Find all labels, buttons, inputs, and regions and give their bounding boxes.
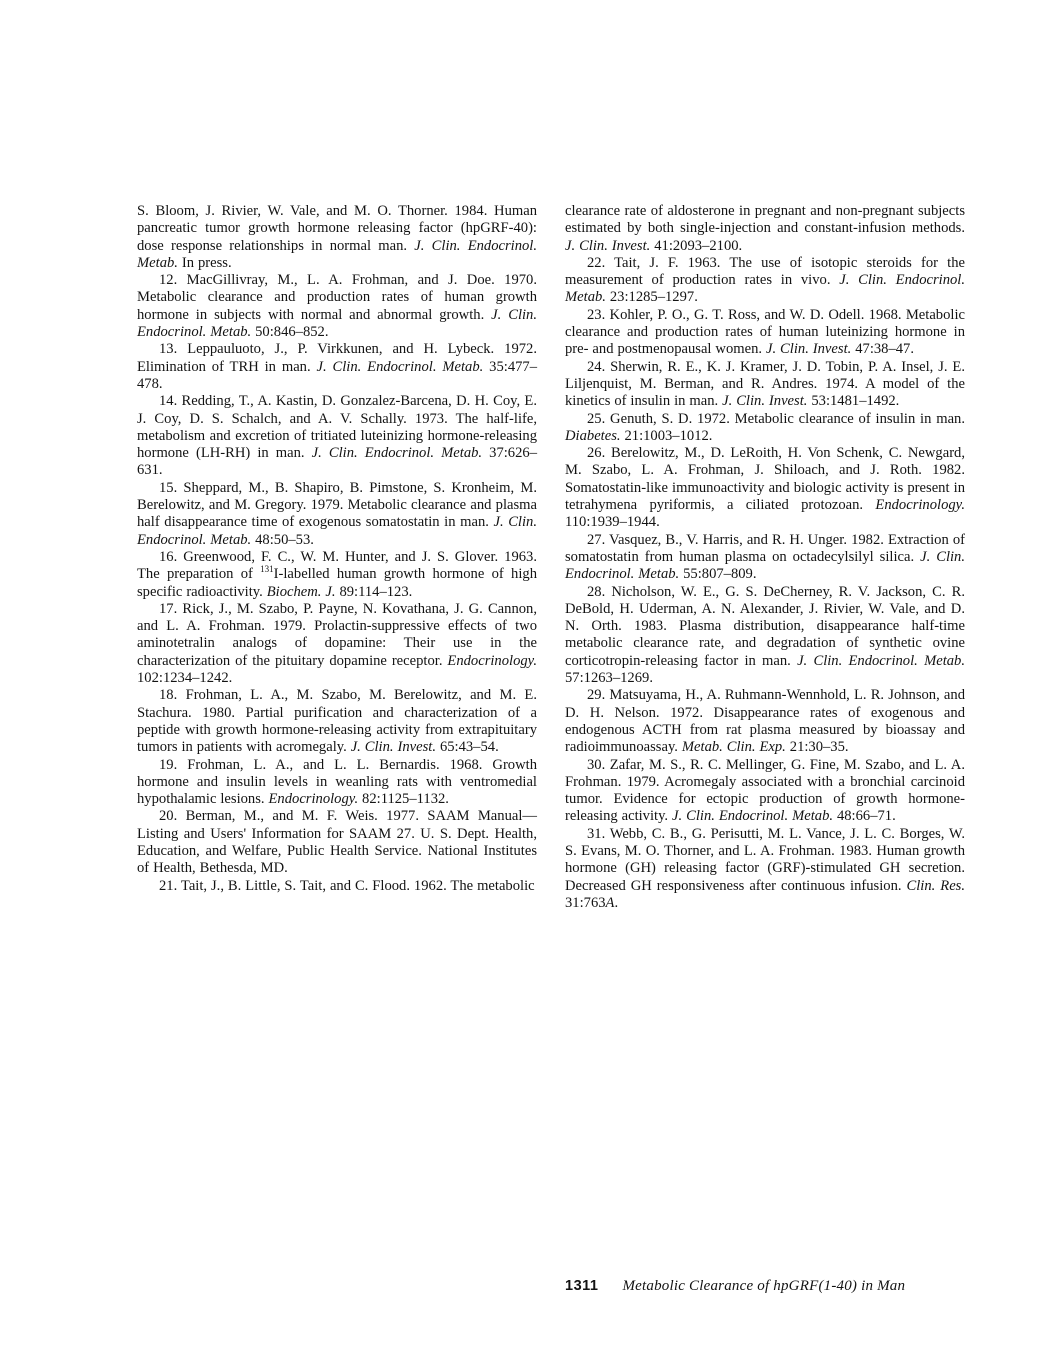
reference-text: 30. Zafar, M. S., R. C. Mellinger, G. Fine, M. Szabo, and L. A. Frohman. 1979. Acromegaly associated with a bronchial carcinoid tumor. Evidence for ectopic production of growth hormone-releasing activity. xyxy=(565,756,965,825)
reference-text: 29. Matsuyama, H., A. Ruhmann-Wennhold, L. R. Johnson, and D. H. Nelson. 1972. Disappearance rates of exogenous and endogenous ACTH from rat plasma measured by bioassay and radioimmunoassay. xyxy=(565,687,965,756)
reference-text: 21:30–35. xyxy=(785,739,849,756)
reference-text: 26. Berelowitz, M., D. LeRoith, H. Von Schenk, C. Newgard, M. Szabo, L. A. Frohman, J. Shiloach, and J. Roth. 1982. Somatostatin-like immunoactivity and biologic activity is present in tetrahymena pyriformis, a ciliated protozoan. xyxy=(565,445,965,514)
reference-paragraph xyxy=(137,878,537,895)
reference-text: 50:846–852. xyxy=(251,324,329,341)
reference-text: 14. Redding, T., A. Kastin, D. Gonzalez-Barcena, D. H. Coy, E. J. Coy, D. S. Schalch, and A. V. Schally. 1973. The half-life, metabolism and excretion of tritiated luteinizing hormone-releasing hormone (LH-RH) in man. xyxy=(137,393,537,462)
reference-text: 48:66–71. xyxy=(833,808,896,825)
reference-text: . xyxy=(614,894,619,911)
references-column-right xyxy=(565,203,965,912)
journal-title: Metab. Clin. Exp. xyxy=(681,739,786,756)
reference-text: 21:1003–1012. xyxy=(620,427,713,444)
reference-text: 19. Frohman, L. A., and L. L. Bernardis. 1968. Growth hormone and insulin levels in weanling rats with ventromedial hypothalamic lesions. xyxy=(137,756,537,808)
reference-text: 23. Kohler, P. O., G. T. Ross, and W. D. Odell. 1968. Metabolic clearance and production rates of human luteinizing hormone in pre- and postmenopausal women. xyxy=(565,306,965,358)
reference-text: 110:1939–1944. xyxy=(565,514,660,531)
journal-title: J. Clin. Endocrinol. Metab. xyxy=(672,808,834,825)
isotope-superscript: 131 xyxy=(260,564,274,575)
reference-text: 20. Berman, M., and M. F. Weis. 1977. SAAM Manual—Listing and Users' Information for SAAM 27. U. S. Dept. Health, Education, and Welfare, Public Health Service. National Institutes of Health, Bethesda, MD. xyxy=(137,808,537,877)
reference-text: 21. Tait, J., B. Little, S. Tait, and C. Flood. 1962. The metabolic xyxy=(159,877,535,894)
journal-title: Biochem. J. xyxy=(266,583,336,600)
reference-text: 48:50–53. xyxy=(251,531,314,548)
page-footer xyxy=(565,1278,905,1295)
reference-text: 12. MacGillivray, M., L. A. Frohman, and J. Doe. 1970. Metabolic clearance and production rates of human growth hormone in subjects with normal and abnormal growth. xyxy=(137,272,537,323)
references-column-left xyxy=(137,203,537,895)
reference-paragraph xyxy=(137,203,537,272)
reference-text: 65:43–54. xyxy=(436,739,499,756)
reference-text: 28. Nicholson, W. E., G. S. DeCherney, R. V. Jackson, C. R. DeBold, H. Uderman, A. N. Alexander, J. Rivier, W. Vale, and D. N. Orth. 1983. Plasma distribution, disappearance half-time metabolic clearance rate, and degradation of synthetic ovine corticotropin-releasing factor in man. xyxy=(565,583,965,669)
reference-paragraph xyxy=(137,393,537,479)
journal-title: J. Clin. Endocrinol. Metab. xyxy=(137,514,537,548)
reference-text: S. Bloom, J. Rivier, W. Vale, and M. O. Thorner. 1984. Human pancreatic tumor growth hormone releasing factor (hpGRF-40): dose response relationships in normal man. xyxy=(137,203,537,254)
reference-paragraph xyxy=(137,480,537,549)
reference-paragraph xyxy=(565,687,965,756)
reference-text: 41:2093–2100. xyxy=(650,237,743,254)
page-number: 1311 xyxy=(565,1278,599,1294)
reference-text: 31:763 xyxy=(565,894,606,911)
reference-text: 15. Sheppard, M., B. Shapiro, B. Pimstone, S. Kronheim, M. Berelowitz, and M. Gregory. 1979. Metabolic clearance and plasma half disappearance time of exogenous somatostatin in man. xyxy=(137,479,537,531)
reference-text: clearance rate of aldosterone in pregnant and non-pregnant subjects estimated by both single-injection and constant-infusion methods. xyxy=(565,203,965,237)
reference-paragraph xyxy=(565,757,965,826)
reference-text: 35:477–478. xyxy=(137,358,538,392)
journal-title: Clin. Res. xyxy=(906,877,965,894)
running-title: Metabolic Clearance of hpGRF(1-40) in Man xyxy=(622,1278,906,1294)
reference-text: 25. Genuth, S. D. 1972. Metabolic clearance of insulin in man. xyxy=(587,410,965,427)
reference-text: 102:1234–1242. xyxy=(137,670,233,687)
reference-paragraph xyxy=(137,757,537,809)
reference-paragraph xyxy=(565,584,965,688)
journal-title: Endocrinology. xyxy=(875,497,965,514)
journal-title: J. Clin. Endocrinol. Metab. xyxy=(797,652,965,669)
reference-text: 31. Webb, C. B., G. Perisutti, M. L. Vance, J. L. C. Borges, W. S. Evans, M. O. Thorner, and L. A. Frohman. 1983. Human growth hormone (GH) releasing factor (GRF)-stimulated GH secretion. Decreased GH responsiveness after continuous infusion. xyxy=(565,825,965,894)
reference-text: 57:1263–1269. xyxy=(565,670,653,687)
reference-text: In press. xyxy=(177,254,232,271)
reference-paragraph xyxy=(137,272,537,341)
reference-paragraph xyxy=(565,307,965,359)
reference-paragraph xyxy=(565,411,965,446)
reference-text: 37:626–631. xyxy=(137,445,537,479)
reference-text: 27. Vasquez, B., V. Harris, and R. H. Unger. 1982. Extraction of somatostatin from human plasma on octadecylsilyl silica. xyxy=(565,531,965,565)
journal-title: J. Clin. Endocrinol. Metab. xyxy=(565,272,965,306)
reference-text: 22. Tait, J. F. 1963. The use of isotopic steroids for the measurement of production rates in vivo. xyxy=(565,254,965,289)
reference-text: 47:38–47. xyxy=(851,341,915,358)
journal-title: Endocrinology. xyxy=(447,652,537,669)
reference-text: 17. Rick, J., M. Szabo, P. Payne, N. Kovathana, J. G. Cannon, and L. A. Frohman. 1979. Prolactin-suppressive effects of two aminotetralin analogs of dopamine: Their use in the characterization of the pituitary dopamine receptor. xyxy=(137,600,537,669)
reference-text: 82:1125–1132. xyxy=(358,791,449,808)
reference-paragraph xyxy=(565,203,965,255)
journal-title: Endocrinology. xyxy=(268,791,359,808)
reference-paragraph xyxy=(137,687,537,756)
journal-title: J. Clin. Invest. xyxy=(350,739,436,756)
reference-paragraph xyxy=(137,549,537,601)
reference-paragraph xyxy=(565,532,965,584)
journal-title: J. Clin. Invest. xyxy=(722,393,808,410)
reference-text: I-labelled human growth hormone of high specific radioactivity. xyxy=(137,566,537,600)
reference-text: 16. Greenwood, F. C., W. M. Hunter, and J. S. Glover. 1963. The preparation of xyxy=(137,548,537,583)
journal-title: J. Clin. Endocrinol. Metab. xyxy=(137,237,538,271)
reference-paragraph xyxy=(137,341,537,393)
journal-title: J. Clin. Invest. xyxy=(765,341,852,358)
reference-text: 24. Sherwin, R. E., K. J. Kramer, J. D. Tobin, P. A. Insel, J. E. Liljenquist, M. Berman, and R. Andres. 1974. A model of the kinetics of insulin in man. xyxy=(565,358,965,410)
journal-title: A xyxy=(605,894,615,911)
reference-paragraph xyxy=(565,255,965,307)
reference-text: 18. Frohman, L. A., M. Szabo, M. Berelowitz, and M. E. Stachura. 1980. Partial purification and characterization of a peptide with growth hormone-releasing activity from extrapituitary tumors in patients with acromegaly. xyxy=(137,687,537,756)
reference-text: 23:1285–1297. xyxy=(605,289,698,306)
journal-title: J. Clin. Endocrinol. Metab. xyxy=(311,445,483,462)
reference-paragraph xyxy=(137,808,537,877)
journal-title: Diabetes. xyxy=(565,427,621,444)
journal-title: J. Clin. Invest. xyxy=(565,237,651,254)
reference-text: 55:807–809. xyxy=(679,566,757,583)
journal-title: J. Clin. Endocrinol. Metab. xyxy=(316,358,484,375)
reference-text: 13. Leppauluoto, J., P. Virkkunen, and H. Lybeck. 1972. Elimination of TRH in man. xyxy=(137,341,537,375)
journal-title: J. Clin. Endocrinol. Metab. xyxy=(565,548,965,583)
reference-paragraph xyxy=(565,359,965,411)
reference-paragraph xyxy=(565,826,965,912)
journal-title: J. Clin. Endocrinol. Metab. xyxy=(137,306,538,341)
reference-text: 89:114–123. xyxy=(335,583,413,600)
reference-paragraph xyxy=(565,445,965,531)
reference-paragraph xyxy=(137,601,537,687)
reference-text: 53:1481–1492. xyxy=(807,393,900,410)
